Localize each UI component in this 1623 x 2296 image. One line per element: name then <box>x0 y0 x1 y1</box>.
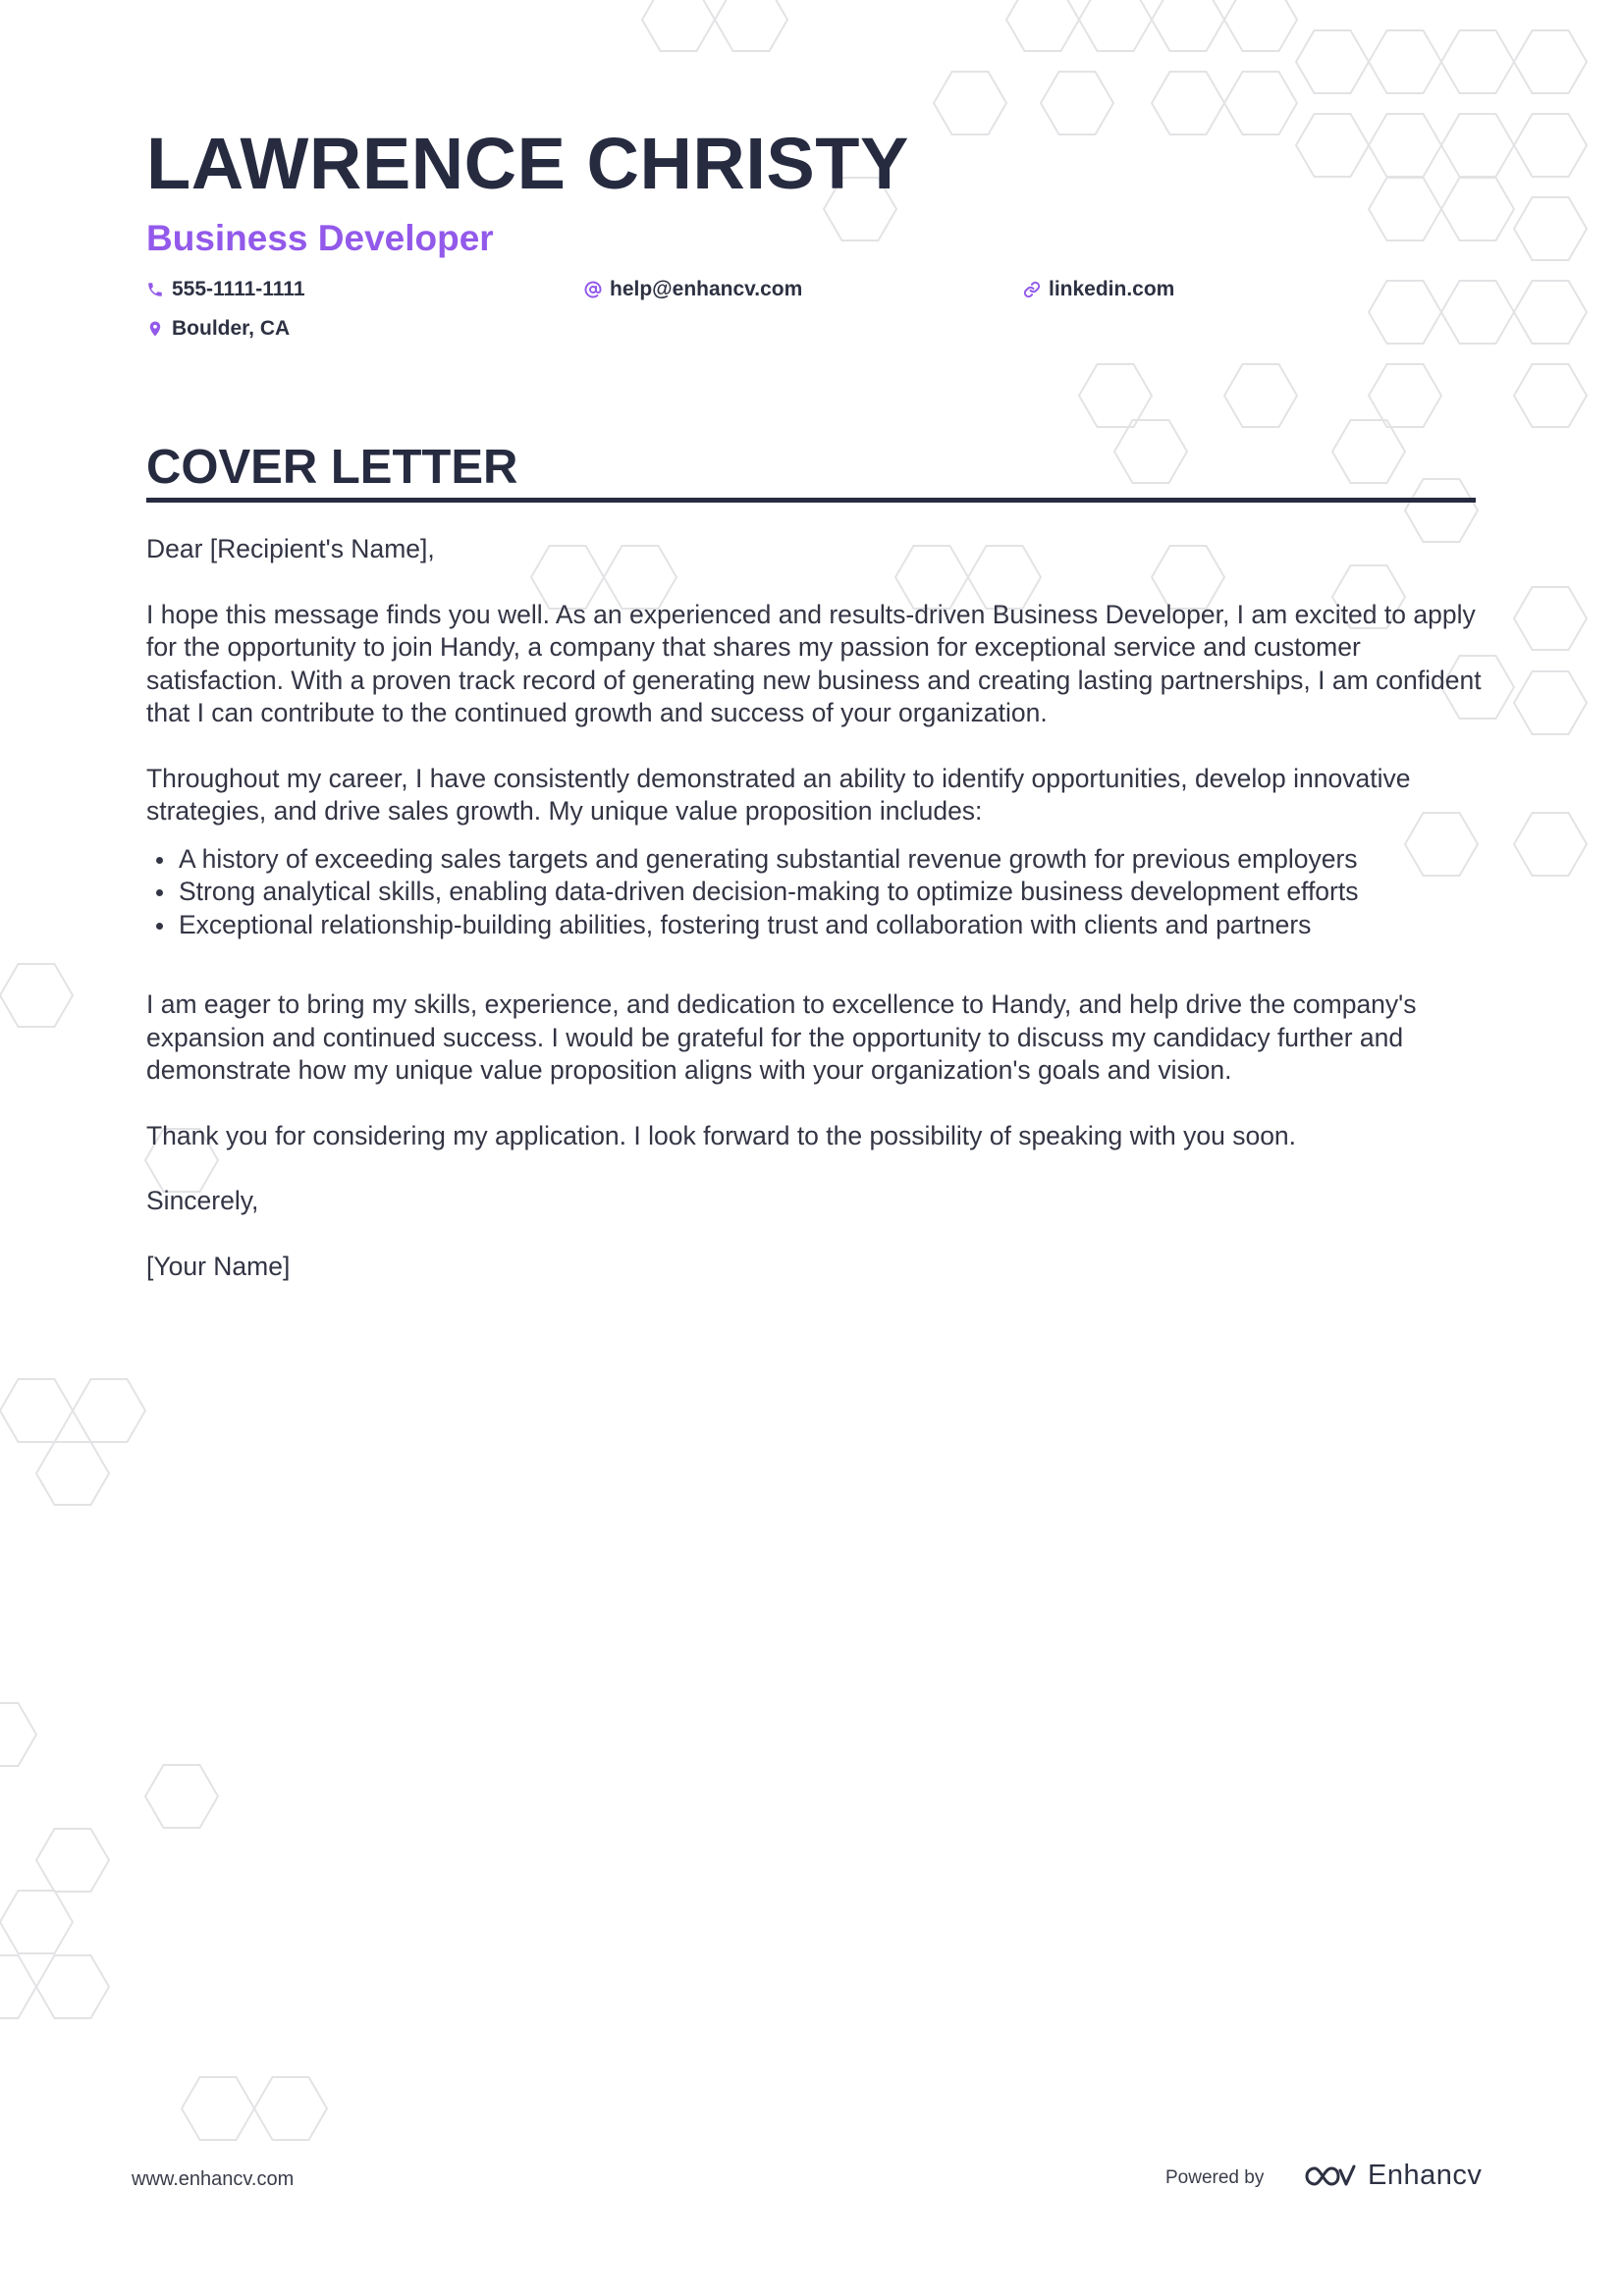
at-sign-icon <box>584 281 602 298</box>
phone-number: 555-1111-1111 <box>172 278 305 300</box>
location-text: Boulder, CA <box>172 317 291 340</box>
contact-phone <box>146 278 305 301</box>
footer-website[interactable]: www.enhancv.com <box>132 2168 295 2190</box>
footer-powered-by: Powered by <box>1165 2167 1265 2188</box>
candidate-name: LAWRENCE CHRISTY <box>146 123 909 204</box>
paragraph-intro: I hope this message finds you well. As an experienced and results-driven Business Developer, I am excited to apply for the opportunity to join Handy, a company that shares my passion for exceptional service and customer satisfaction. With a proven track record of generating new business and creating lasting partnerships, I am confident that I can contribute to the continued growth and success of your organization. <box>146 599 1482 727</box>
map-pin-icon <box>146 320 164 338</box>
link-icon <box>1023 281 1041 298</box>
footer-brand-name: Enhancv <box>1368 2160 1483 2191</box>
paragraph-thanks: Thank you for considering my application. I look forward to the possibility of speaking with you soon. <box>146 1120 1297 1150</box>
candidate-title: Business Developer <box>146 218 494 258</box>
letter-body <box>146 533 1482 1315</box>
section-heading: COVER LETTER <box>146 441 518 494</box>
contact-email <box>584 278 802 301</box>
value-proposition-list <box>146 843 1482 942</box>
footer-brand-logo[interactable] <box>1303 2160 1482 2192</box>
closing: Sincerely, <box>146 1186 259 1215</box>
list-item: • Strong analytical skills, enabling data-driven decision-making to optimize business development efforts <box>177 876 1482 909</box>
signature: [Your Name] <box>146 1251 291 1281</box>
paragraph-career: Throughout my career, I have consistently demonstrated an ability to identify opportunities, develop innovative strategies, and drive sales growth. My unique value proposition includes: <box>146 763 1411 826</box>
enhancv-logo-icon <box>1303 2161 1358 2192</box>
phone-icon <box>146 281 164 298</box>
contact-location <box>146 317 290 341</box>
list-item: • Exceptional relationship-building abilities, fostering trust and collaboration with clients and partners <box>177 909 1482 942</box>
salutation: Dear [Recipient's Name], <box>146 534 435 563</box>
contact-link <box>1023 278 1174 301</box>
paragraph-eagerness: I am eager to bring my skills, experience, and dedication to excellence to Handy, and help drive the company's expansion and continued success. I would be grateful for the opportunity to discuss my candidacy further and demonstrate how my unique value proposition aligns with your organization's goals and vision. <box>146 989 1417 1085</box>
list-item: • A history of exceeding sales targets and generating substantial revenue growth for previous employers <box>177 843 1482 877</box>
email-address[interactable]: help@enhancv.com <box>610 278 803 300</box>
profile-link[interactable]: linkedin.com <box>1049 278 1175 300</box>
section-divider <box>146 498 1476 503</box>
